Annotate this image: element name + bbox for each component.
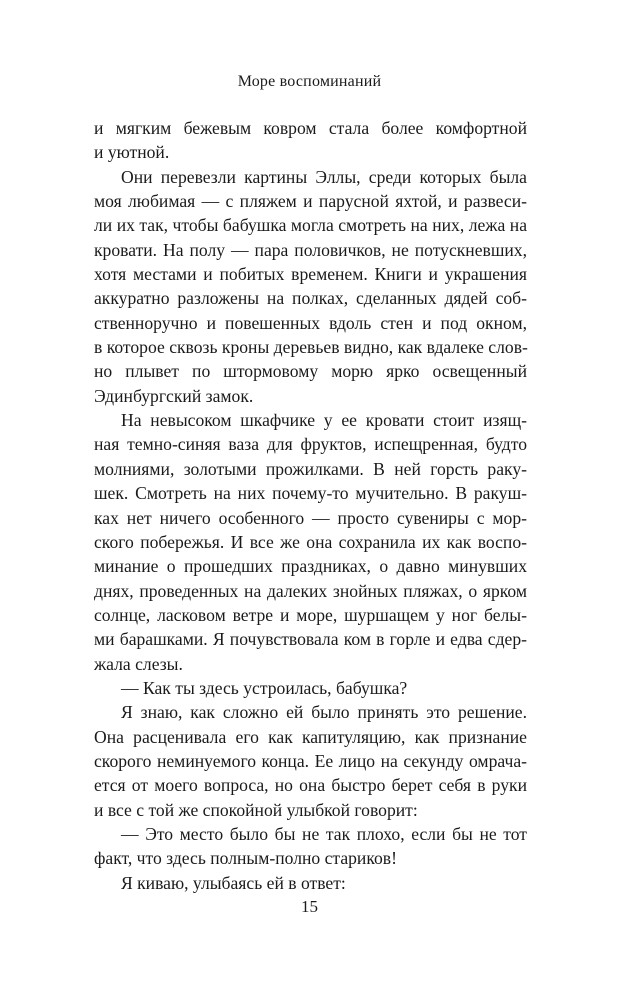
text-line: ется от моего вопроса, но она быстро берет себя в руки xyxy=(94,775,527,796)
text-line: ского побережья. И все же она сохранила их как воспо- xyxy=(94,531,527,552)
text-line: но плывет по штормовому морю ярко освещенный xyxy=(94,361,527,382)
paragraph xyxy=(94,871,527,895)
paragraph xyxy=(94,165,527,408)
text-line: Они перевезли картины Эллы, среди которых была xyxy=(121,166,527,187)
text-line: кровати. На полу — пара половичков, не потускневших, xyxy=(94,239,527,260)
text-line: ственноручно и повешенных вдоль стен и под окном, xyxy=(94,312,527,333)
paragraph xyxy=(94,116,527,165)
text-line: ли их так, чтобы бабушка могла смотреть на них, лежа на xyxy=(94,215,527,236)
text-line: Эдинбургский замок. xyxy=(94,385,254,406)
text-line: Я знаю, как сложно ей было принять это решение. xyxy=(121,702,527,723)
text-line: хотя местами и побитых временем. Книги и украшения xyxy=(94,264,527,285)
text-line: моя любимая — с пляжем и парусной яхтой, и развеси- xyxy=(94,191,527,212)
running-head: Море воспоминаний xyxy=(237,73,382,90)
text-line: Я киваю, улыбаясь ей в ответ: xyxy=(121,872,346,893)
text-line: минание о прошедших праздниках, о давно минувших xyxy=(94,556,527,577)
paragraph xyxy=(94,408,527,676)
page-number: 15 xyxy=(301,897,318,916)
paragraph xyxy=(94,822,527,871)
text-line: солнце, ласковом ветре и море, шуршащем у ног белы- xyxy=(94,604,527,625)
text-line: — Это место было бы не так плохо, если бы не тот xyxy=(121,823,527,844)
text-line: скорого неминуемого конца. Ее лицо на секунду омрача- xyxy=(94,750,527,771)
text-line: шек. Смотреть на них почему-то мучительно. В ракуш- xyxy=(94,483,527,504)
text-line: аккуратно разложены на полках, сделанных дядей соб- xyxy=(94,288,527,309)
text-line: ная темно-синяя ваза для фруктов, испещренная, будто xyxy=(94,434,527,455)
text-line: молниями, золотыми прожилками. В ней горсть раку- xyxy=(94,458,527,479)
body-text xyxy=(94,116,527,895)
text-line: ми барашками. Я почувствовала ком в горле и едва сдер- xyxy=(94,629,527,650)
paragraph xyxy=(94,700,527,822)
text-line: ках нет ничего особенного — просто сувениры с мор- xyxy=(94,507,527,528)
text-line: На невысоком шкафчике у ее кровати стоит изящ- xyxy=(121,410,527,431)
text-line: и уютной. xyxy=(94,142,170,163)
text-line: в которое сквозь кроны деревьев видно, как вдалеке слов- xyxy=(94,337,528,358)
text-line: днях, проведенных на далеких знойных пляжах, о ярком xyxy=(94,580,527,601)
paragraph xyxy=(94,676,527,700)
text-line: жала слезы. xyxy=(94,653,183,674)
text-line: и все с той же спокойной улыбкой говорит: xyxy=(94,799,418,820)
text-line: факт, что здесь полным-полно стариков! xyxy=(94,848,397,869)
text-line: Она расценивала его как капитуляцию, как признание xyxy=(94,726,527,747)
text-line: и мягким бежевым ковром стала более комфортной xyxy=(94,118,527,138)
text-line: — Как ты здесь устроилась, бабушка? xyxy=(121,677,408,698)
